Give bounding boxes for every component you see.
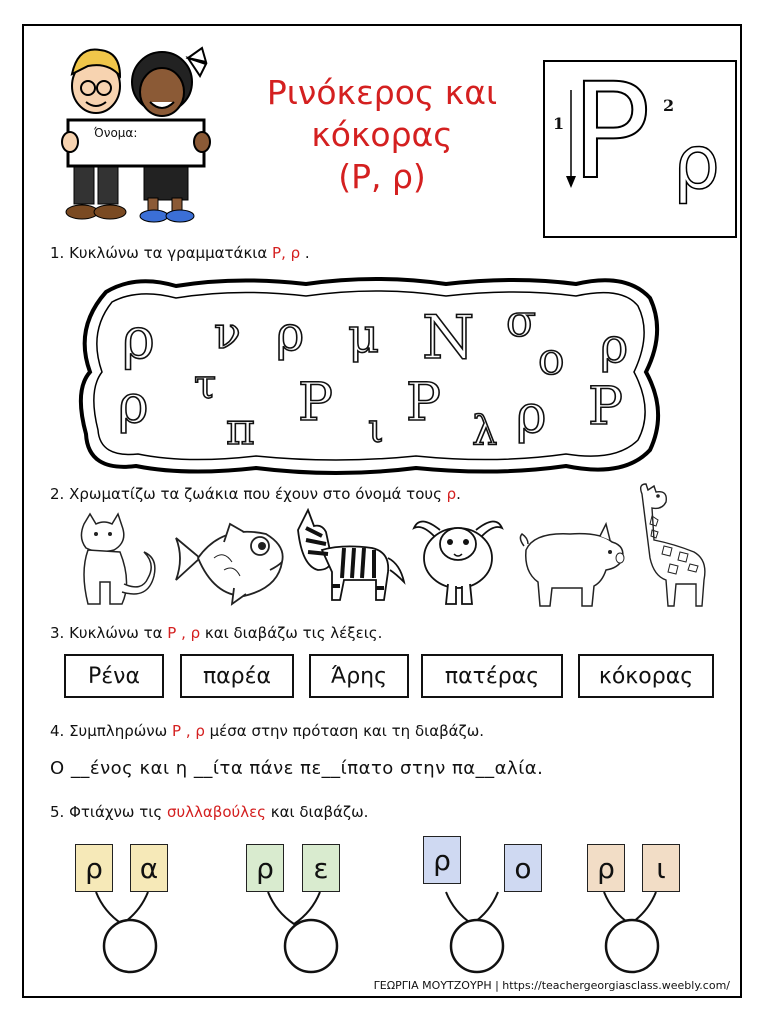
syllable-circle-2 bbox=[285, 920, 337, 972]
word-box-pateras[interactable]: πατέρας bbox=[421, 654, 563, 698]
syllable-tile-consonant-3[interactable]: ρ bbox=[423, 836, 461, 884]
big-letter-lower: ρ bbox=[673, 120, 720, 206]
cloud-letter: μ bbox=[348, 308, 380, 364]
cloud-letter: σ bbox=[506, 296, 537, 347]
cloud-letter: ρ bbox=[122, 307, 155, 372]
word-box-kokoras[interactable]: κόκορας bbox=[578, 654, 714, 698]
syllable-circle-4 bbox=[606, 920, 658, 972]
fish-drawing[interactable] bbox=[174, 518, 288, 606]
cloud-letter: ι bbox=[368, 406, 384, 452]
page-title bbox=[232, 72, 532, 198]
exercise-5-instruction: 5. Φτιάχνω τις συλλαβούλες και διαβάζω. bbox=[50, 803, 369, 821]
goat-drawing[interactable] bbox=[410, 508, 506, 608]
letter-tracing-box bbox=[543, 55, 737, 238]
fill-in-sentence[interactable]: Ο __ένος και η __ίτα πάνε πε__ίπατο στην πα__αλία. bbox=[50, 758, 544, 779]
exercise-1-instruction: 1. Κυκλώνω τα γραμματάκια Ρ, ρ . bbox=[50, 244, 310, 262]
cloud-letter: ρ bbox=[600, 318, 629, 374]
syllable-circle-3 bbox=[451, 920, 503, 972]
cloud-letter: Ν bbox=[422, 303, 475, 373]
letter-cloud bbox=[76, 272, 664, 478]
footer-credit: ΓΕΩΡΓΙΑ ΜΟΥΤΖΟΥΡΗ | https://teachergeorgiasclass.weebly.com/ bbox=[373, 979, 730, 992]
big-letter-upper: Ρ bbox=[571, 55, 651, 209]
cloud-letter: λ bbox=[472, 408, 498, 454]
cloud-letter: Ρ bbox=[588, 377, 623, 437]
word-box-rena[interactable]: Ρένα bbox=[64, 654, 164, 698]
giraffe-drawing[interactable] bbox=[624, 480, 724, 608]
cloud-letter: τ bbox=[194, 362, 217, 408]
syllable-circle-1 bbox=[104, 920, 156, 972]
word-box-parea[interactable]: παρέα bbox=[180, 654, 294, 698]
cloud-letter: ρ bbox=[118, 375, 149, 435]
syllable-tile-consonant-2[interactable]: ρ bbox=[246, 844, 284, 892]
syllable-tile-vowel-1[interactable]: α bbox=[130, 844, 168, 892]
syllable-tile-vowel-4[interactable]: ι bbox=[642, 844, 680, 892]
stroke-number-2: 2 bbox=[663, 96, 675, 115]
title-line-1: Ρινόκερος και bbox=[266, 73, 498, 112]
pig-drawing[interactable] bbox=[514, 516, 628, 608]
title-line-3: (Ρ, ρ) bbox=[338, 157, 426, 196]
cloud-letter: ν bbox=[214, 308, 241, 359]
word-box-aris[interactable]: Άρης bbox=[309, 654, 409, 698]
cloud-letter: ρ bbox=[516, 385, 547, 445]
syllable-tile-consonant-4[interactable]: ρ bbox=[587, 844, 625, 892]
syllable-tile-vowel-3[interactable]: ο bbox=[504, 844, 542, 892]
exercise-2-instruction: 2. Χρωματίζω τα ζωάκια που έχουν στο όνομά τους ρ. bbox=[50, 485, 461, 503]
name-label: Όνομα: bbox=[94, 126, 138, 140]
stroke-number-1: 1 bbox=[553, 114, 565, 133]
cloud-letter: Ρ bbox=[406, 373, 441, 433]
exercise-4-instruction: 4. Συμπληρώνω Ρ , ρ μέσα στην πρόταση και τη διαβάζω. bbox=[50, 722, 485, 740]
syllable-tile-consonant-1[interactable]: ρ bbox=[75, 844, 113, 892]
syllable-tile-vowel-2[interactable]: ε bbox=[302, 844, 340, 892]
name-field[interactable] bbox=[82, 124, 194, 164]
zebra-drawing[interactable] bbox=[292, 508, 408, 608]
cloud-letter: π bbox=[226, 404, 255, 455]
cat-drawing[interactable] bbox=[70, 512, 166, 610]
cloud-letter: ρ bbox=[276, 306, 305, 362]
title-line-2: κόκορας bbox=[311, 115, 453, 154]
cloud-letter: Ρ bbox=[298, 373, 333, 433]
syllable-connectors bbox=[0, 890, 768, 990]
cloud-letter: ο bbox=[538, 334, 565, 385]
exercise-3-instruction: 3. Κυκλώνω τα Ρ , ρ και διαβάζω τις λέξεις. bbox=[50, 624, 383, 642]
